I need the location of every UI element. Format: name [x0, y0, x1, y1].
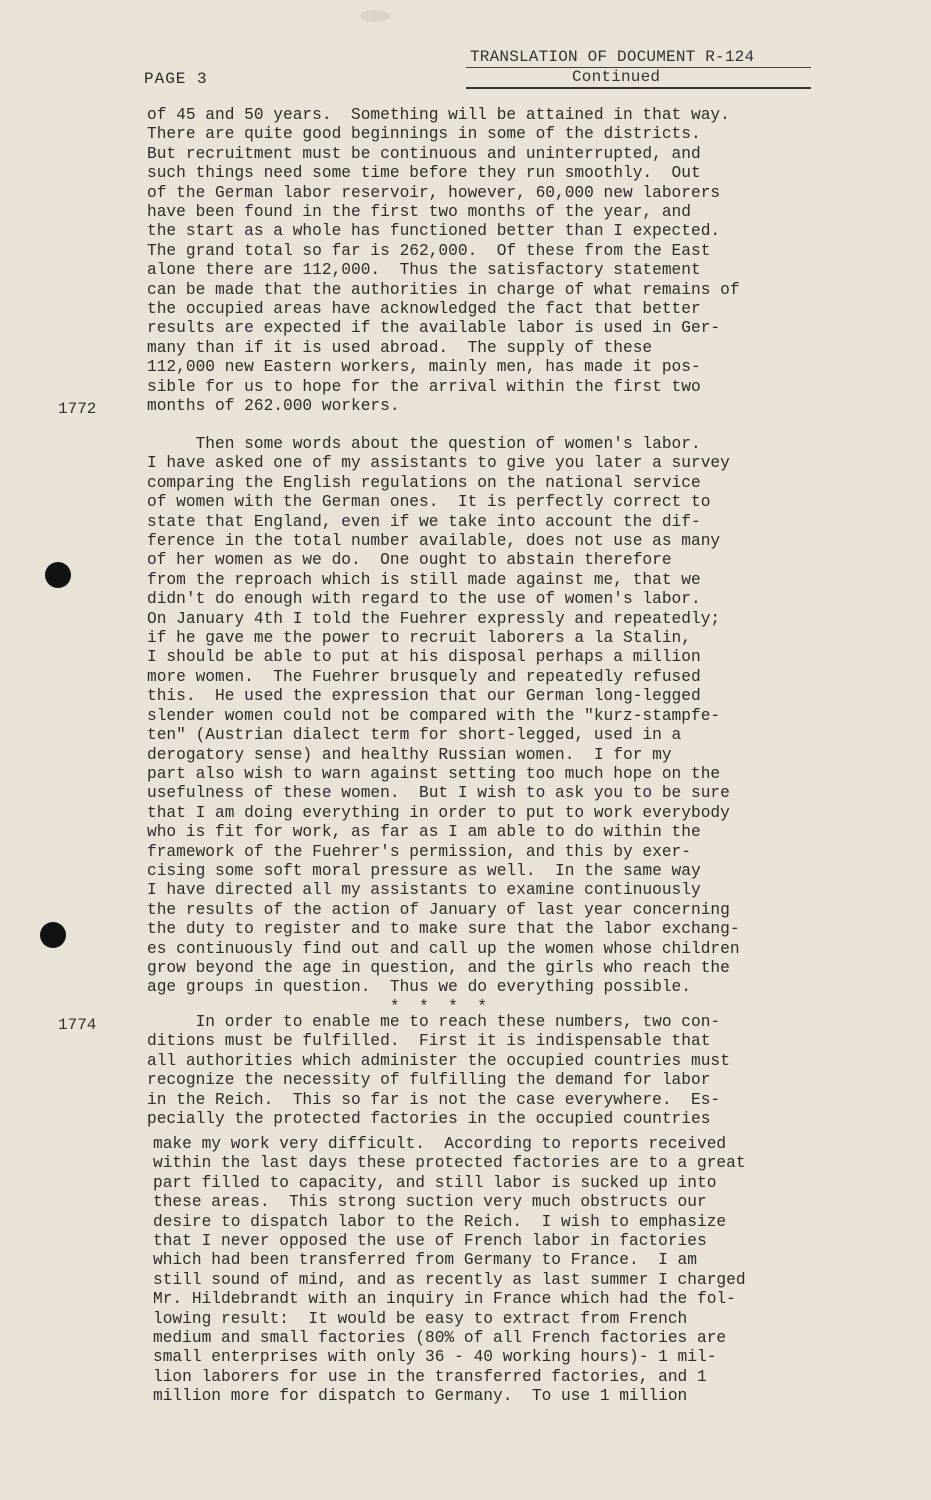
- paragraph-1: of 45 and 50 years. Something will be attained in that way. There are quite good beginnings in some of the districts. But recruitment must be continuous and uninterrupted, and such things need some time before they run smoothly. Out of the German labor reservoir, however, 60,000 new laborers have been found in the first two months of the year, and the start as a whole has functioned better than I expected. The grand total so far is 262,000. Of these from the East alone there are 112,000. Thus the satisfactory statement can be made that the authorities in charge of what remains of the occupied areas have acknowledged the fact that better results are expected if the available labor is used in Ger- many than if it is used abroad. The supply of these 112,000 new Eastern workers, mainly men, has made it pos- sible for us to hope for the arrival within the first two months of 262.000 workers.: [147, 106, 740, 416]
- paragraph-3: In order to enable me to reach these numbers, two con- ditions must be fulfilled. First it is indispensable that all authorities which administer the occupied countries must recognize the necessity of fulfilling the demand for labor in the Reich. This so far is not the case everywhere. Es- pecially the protected factories in the occupied countries: [147, 1013, 730, 1129]
- page-number: PAGE 3: [144, 70, 208, 88]
- paper-stain: [360, 10, 390, 22]
- document-subtitle: Continued: [572, 68, 661, 86]
- margin-number-1772: 1772: [58, 400, 97, 418]
- punch-hole-upper: [45, 562, 71, 588]
- header-underline: [466, 87, 811, 89]
- paragraph-2: Then some words about the question of women's labor. I have asked one of my assistants to give you later a survey comparing the English regulations on the national service of women with the German ones. It is perfectly correct to state that England, even if we take into account the dif- ference in the total number available, does not use as many of her women as we do. One ought to abstain therefore from the reproach which is still made against me, that we didn't do enough with regard to the use of women's labor. On January 4th I told the Fuehrer expressly and repeatedly; if he gave me the power to recruit laborers a la Stalin, I should be able to put at his disposal perhaps a million more women. The Fuehrer brusquely and repeatedly refused this. He used the expression that our German long-legged slender women could not be compared with the "kurz-stampfe- ten" (Austrian dialect term for short-legged, used in a derogatory sense) and healthy Russian women. I for my part also wish to warn against setting too much hope on the usefulness of these women. But I wish to ask you to be sure that I am doing everything in order to put to work everybody who is fit for work, as far as I am able to do within the framework of the Fuehrer's permission, and this by exer- cising some soft moral pressure as well. In the same way I have directed all my assistants to examine continuously the results of the action of January of last year concerning the duty to register and to make sure that the labor exchang- es continuously find out and call up the women whose children grow beyond the age in question, and the girls who reach the age groups in question. Thus we do everything possible. * * * *: [147, 435, 740, 1016]
- paragraph-4: make my work very difficult. According to reports received within the last days these protected factories are to a great part filled to capacity, and still labor is sucked up into these areas. This strong suction very much obstructs our desire to dispatch labor to the Reich. I wish to emphasize that I never opposed the use of French labor in factories which had been transferred from Germany to France. I am still sound of mind, and as recently as last summer I charged Mr. Hildebrandt with an inquiry in France which had the fol- lowing result: It would be easy to extract from French medium and small factories (80% of all French factories are small enterprises with only 36 - 40 working hours)- 1 mil- lion laborers for use in the transferred factories, and 1 million more for dispatch to Germany. To use 1 million: [153, 1135, 746, 1406]
- document-title: TRANSLATION OF DOCUMENT R-124: [470, 48, 755, 66]
- punch-hole-lower: [40, 922, 66, 948]
- margin-number-1774: 1774: [58, 1016, 97, 1034]
